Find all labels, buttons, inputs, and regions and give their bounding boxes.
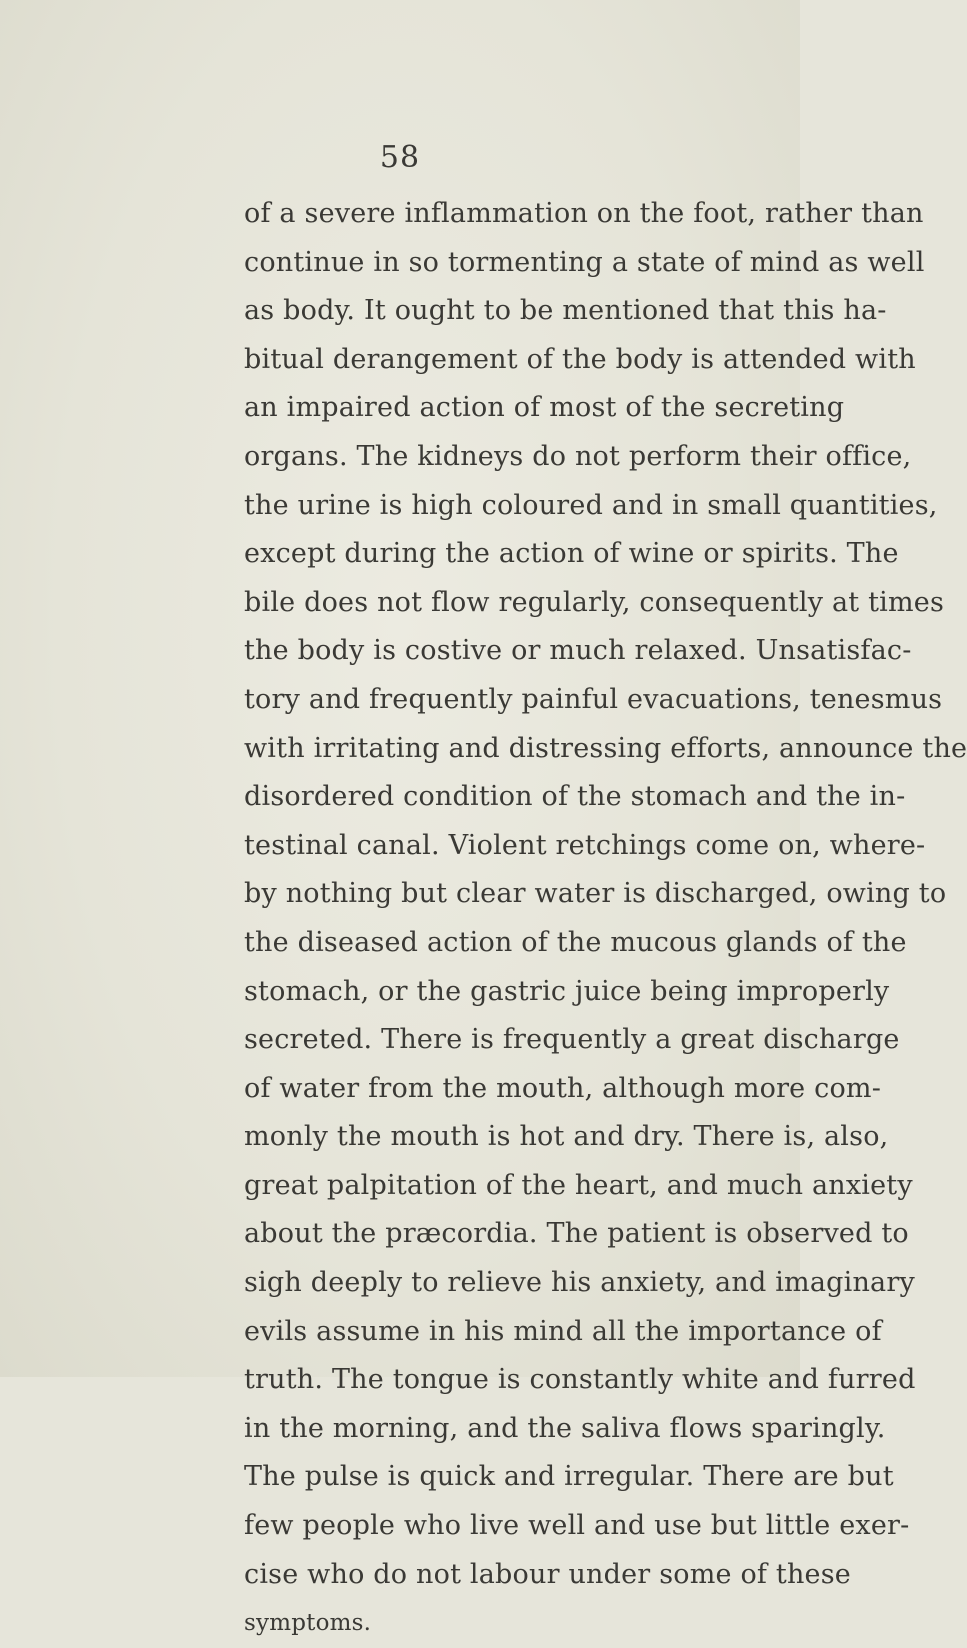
text-line: bile does not flow regularly, consequently at times <box>244 586 945 618</box>
text-line: symptoms. <box>244 1610 372 1637</box>
text-line: the body is costive or much relaxed. Unsatisfac- <box>244 635 912 667</box>
text-line: the diseased action of the mucous glands of the <box>244 926 907 958</box>
text-line: evils assume in his mind all the importance of <box>244 1315 882 1347</box>
text-line: few people who live well and use but little exer- <box>244 1510 910 1542</box>
text-line: as body. It ought to be mentioned that this ha- <box>244 295 887 327</box>
text-line: in the morning, and the saliva flows sparingly. <box>244 1412 886 1444</box>
text-line: monly the mouth is hot and dry. There is, also, <box>244 1121 889 1153</box>
body-text <box>244 190 967 1648</box>
text-line: stomach, or the gastric juice being improperly <box>244 975 890 1007</box>
text-line: testinal canal. Violent retchings come on, where- <box>244 829 926 861</box>
text-line: secreted. There is frequently a great discharge <box>244 1024 900 1056</box>
text-line: organs. The kidneys do not perform their office, <box>244 440 912 472</box>
page-number: 58 <box>379 140 421 175</box>
text-line: continue in so tormenting a state of mind as well <box>244 246 925 278</box>
text-line: truth. The tongue is constantly white and furred <box>244 1364 916 1396</box>
text-line: with irritating and distressing efforts, announce the <box>244 732 967 764</box>
text-line: by nothing but clear water is discharged, owing to <box>244 878 947 910</box>
text-line: The pulse is quick and irregular. There are but <box>244 1461 894 1493</box>
text-line: disordered condition of the stomach and the in- <box>244 781 906 813</box>
text-line: the urine is high coloured and in small quantities, <box>244 489 938 521</box>
text-line: tory and frequently painful evacuations, tenesmus <box>244 683 943 715</box>
text-line: sigh deeply to relieve his anxiety, and imaginary <box>244 1267 915 1299</box>
text-line: cise who do not labour under some of these <box>244 1558 851 1590</box>
text-line: bitual derangement of the body is attended with <box>244 343 916 375</box>
text-line: about the præcordia. The patient is observed to <box>244 1218 909 1250</box>
text-line: an impaired action of most of the secreting <box>244 392 845 424</box>
text-line: great palpitation of the heart, and much anxiety <box>244 1169 913 1201</box>
text-line: of a severe inflammation on the foot, rather than <box>244 198 924 229</box>
text-line: of water from the mouth, although more com- <box>244 1072 882 1104</box>
text-line: except during the action of wine or spirits. The <box>244 538 899 570</box>
